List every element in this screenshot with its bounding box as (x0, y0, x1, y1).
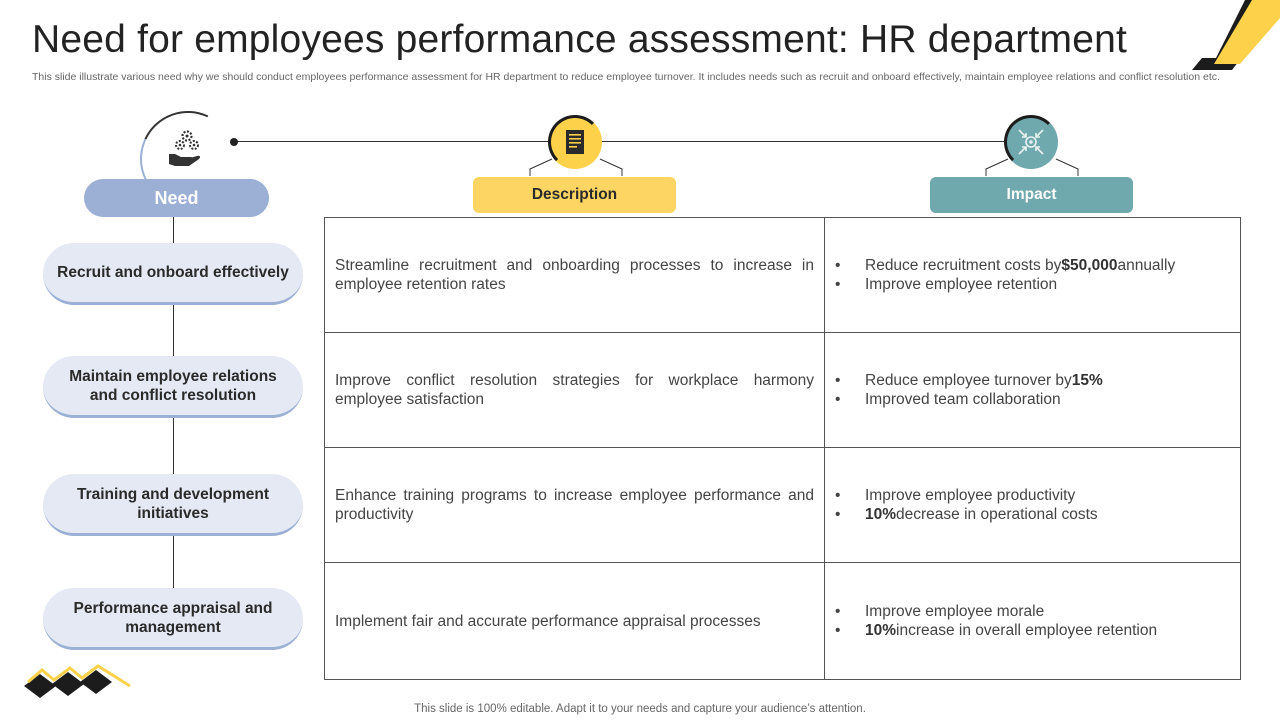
table-row (325, 448, 1240, 563)
impact-bullet: • 10% increase in overall employee retention (835, 622, 1158, 639)
impact-header: Impact (930, 177, 1133, 213)
need-item: Training and development initiatives (43, 474, 303, 536)
description-cell: Streamline recruitment and onboarding processes to increase in employee retention rates (325, 218, 825, 332)
description-cell: Improve conflict resolution strategies for workplace harmony employee satisfaction (325, 333, 825, 447)
impact-cell (825, 563, 1240, 679)
description-connector (528, 155, 624, 177)
impact-bullet: • Improved team collaboration (835, 391, 1061, 408)
slide-subtitle: This slide illustrate various need why we should conduct employees performance assessment for HR department to reduce employee turnover. It includes needs such as recruit and onboard effectively, maintain employee relations and conflict resolution etc. (32, 71, 1220, 83)
need-header: Need (84, 179, 269, 217)
footer-note: This slide is 100% editable. Adapt it to your needs and capture your audience’s attention. (414, 703, 866, 715)
document-icon (564, 129, 586, 155)
table-row (325, 218, 1240, 333)
impact-bullet: • Improve employee morale (835, 603, 1045, 620)
assessment-table (324, 217, 1241, 680)
impact-bullet: • Improve employee retention (835, 276, 1058, 293)
hand-gears-icon (165, 128, 213, 173)
impact-bullet: • Reduce employee turnover by 15% (835, 372, 1103, 389)
need-item: Recruit and onboard effectively (43, 243, 303, 305)
zigzag-decoration (22, 664, 132, 703)
table-row (325, 333, 1240, 448)
impact-cell (825, 333, 1240, 447)
description-cell: Implement fair and accurate performance appraisal processes (325, 563, 825, 679)
impact-connector (984, 155, 1080, 177)
impact-cell (825, 218, 1240, 332)
slide-title: Need for employees performance assessment: HR department (32, 18, 1128, 61)
target-arrows-icon (1016, 127, 1046, 157)
impact-bullet: • Reduce recruitment costs by $50,000 annually (835, 257, 1176, 274)
need-item: Performance appraisal and management (43, 588, 303, 650)
description-cell: Enhance training programs to increase employee performance and productivity (325, 448, 825, 562)
header-connector-line (234, 141, 1034, 142)
impact-cell (825, 448, 1240, 562)
need-item: Maintain employee relations and conflict resolution (43, 356, 303, 418)
impact-bullet: • 10% decrease in operational costs (835, 506, 1098, 523)
impact-bullet: • Improve employee productivity (835, 487, 1076, 504)
description-header: Description (473, 177, 676, 213)
table-row (325, 563, 1240, 679)
corner-stripe-decoration (1190, 0, 1280, 70)
